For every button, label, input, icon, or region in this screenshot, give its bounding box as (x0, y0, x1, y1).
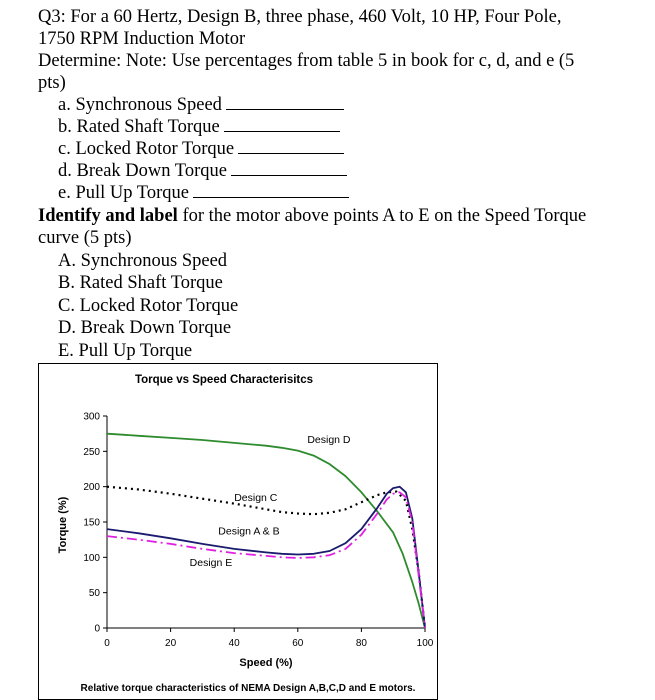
curve-label: Design D (307, 433, 351, 446)
answer-blank-e[interactable] (193, 183, 349, 198)
x-tick-label: 40 (228, 638, 240, 649)
item-e-label: e. Pull Up Torque (58, 183, 189, 203)
x-tick-label: 60 (292, 638, 304, 649)
x-tick-label: 100 (416, 638, 434, 649)
chart-figure (38, 363, 438, 700)
identify-rest: for the motor above points A to E on the Speed Torque (177, 206, 587, 226)
y-tick-label: 300 (83, 411, 100, 423)
item-d-label: d. Break Down Torque (58, 161, 227, 181)
x-axis-title: Speed (%) (239, 657, 293, 669)
item-c (58, 138, 344, 160)
chart-label-layer (190, 434, 351, 569)
y-tick-label: 50 (88, 588, 100, 600)
answer-blank-c[interactable] (238, 139, 344, 154)
curve-label: Design E (189, 556, 233, 569)
curve-label: Design C (234, 491, 278, 504)
point-d: D. Break Down Torque (58, 318, 232, 338)
torque-speed-chart (39, 364, 437, 684)
chart-title: Torque vs Speed Characterisitcs (134, 374, 314, 386)
point-a: A. Synchronous Speed (58, 251, 228, 271)
question-line-2: 1750 RPM Induction Motor (38, 29, 246, 49)
item-c-label: c. Locked Rotor Torque (58, 139, 235, 159)
answer-blank-b[interactable] (224, 117, 340, 132)
point-e: E. Pull Up Torque (58, 341, 193, 361)
identify-bold: Identify and label (38, 206, 178, 226)
x-tick-label: 0 (104, 638, 110, 649)
question-line-1: Q3: For a 60 Hertz, Design B, three phase, 460 Volt, 10 HP, Four Pole, (38, 7, 562, 27)
y-tick-label: 0 (94, 623, 100, 635)
y-tick-label: 100 (83, 552, 100, 564)
item-b (58, 116, 340, 138)
x-tick-label: 20 (165, 638, 177, 649)
curve-label: Design A & B (218, 525, 280, 538)
answer-blank-d[interactable] (231, 161, 347, 176)
x-tick-label: 80 (355, 638, 367, 649)
y-tick-label: 250 (83, 446, 100, 458)
identify-line-1 (38, 205, 586, 227)
series-line-design-a-b (107, 487, 425, 628)
item-b-label: b. Rated Shaft Torque (58, 117, 220, 137)
item-d (58, 160, 347, 182)
y-tick-label: 150 (83, 517, 100, 529)
question-line-3: Determine: Note: Use percentages from table 5 in book for c, d, and e (5 (38, 51, 575, 71)
chart-caption: Relative torque characteristics of NEMA Design A,B,C,D and E motors. (80, 683, 416, 694)
y-axis-title: Torque (%) (57, 496, 69, 554)
point-b: B. Rated Shaft Torque (58, 273, 223, 293)
item-a (58, 94, 344, 116)
y-tick-label: 200 (83, 482, 100, 494)
item-a-label: a. Synchronous Speed (58, 95, 222, 115)
identify-line-2: curve (5 pts) (38, 228, 132, 248)
point-c: C. Locked Rotor Torque (58, 296, 239, 316)
item-e (58, 182, 349, 204)
answer-blank-a[interactable] (226, 95, 344, 110)
series-line-design-e (107, 492, 425, 628)
question-line-4: pts) (38, 73, 66, 93)
